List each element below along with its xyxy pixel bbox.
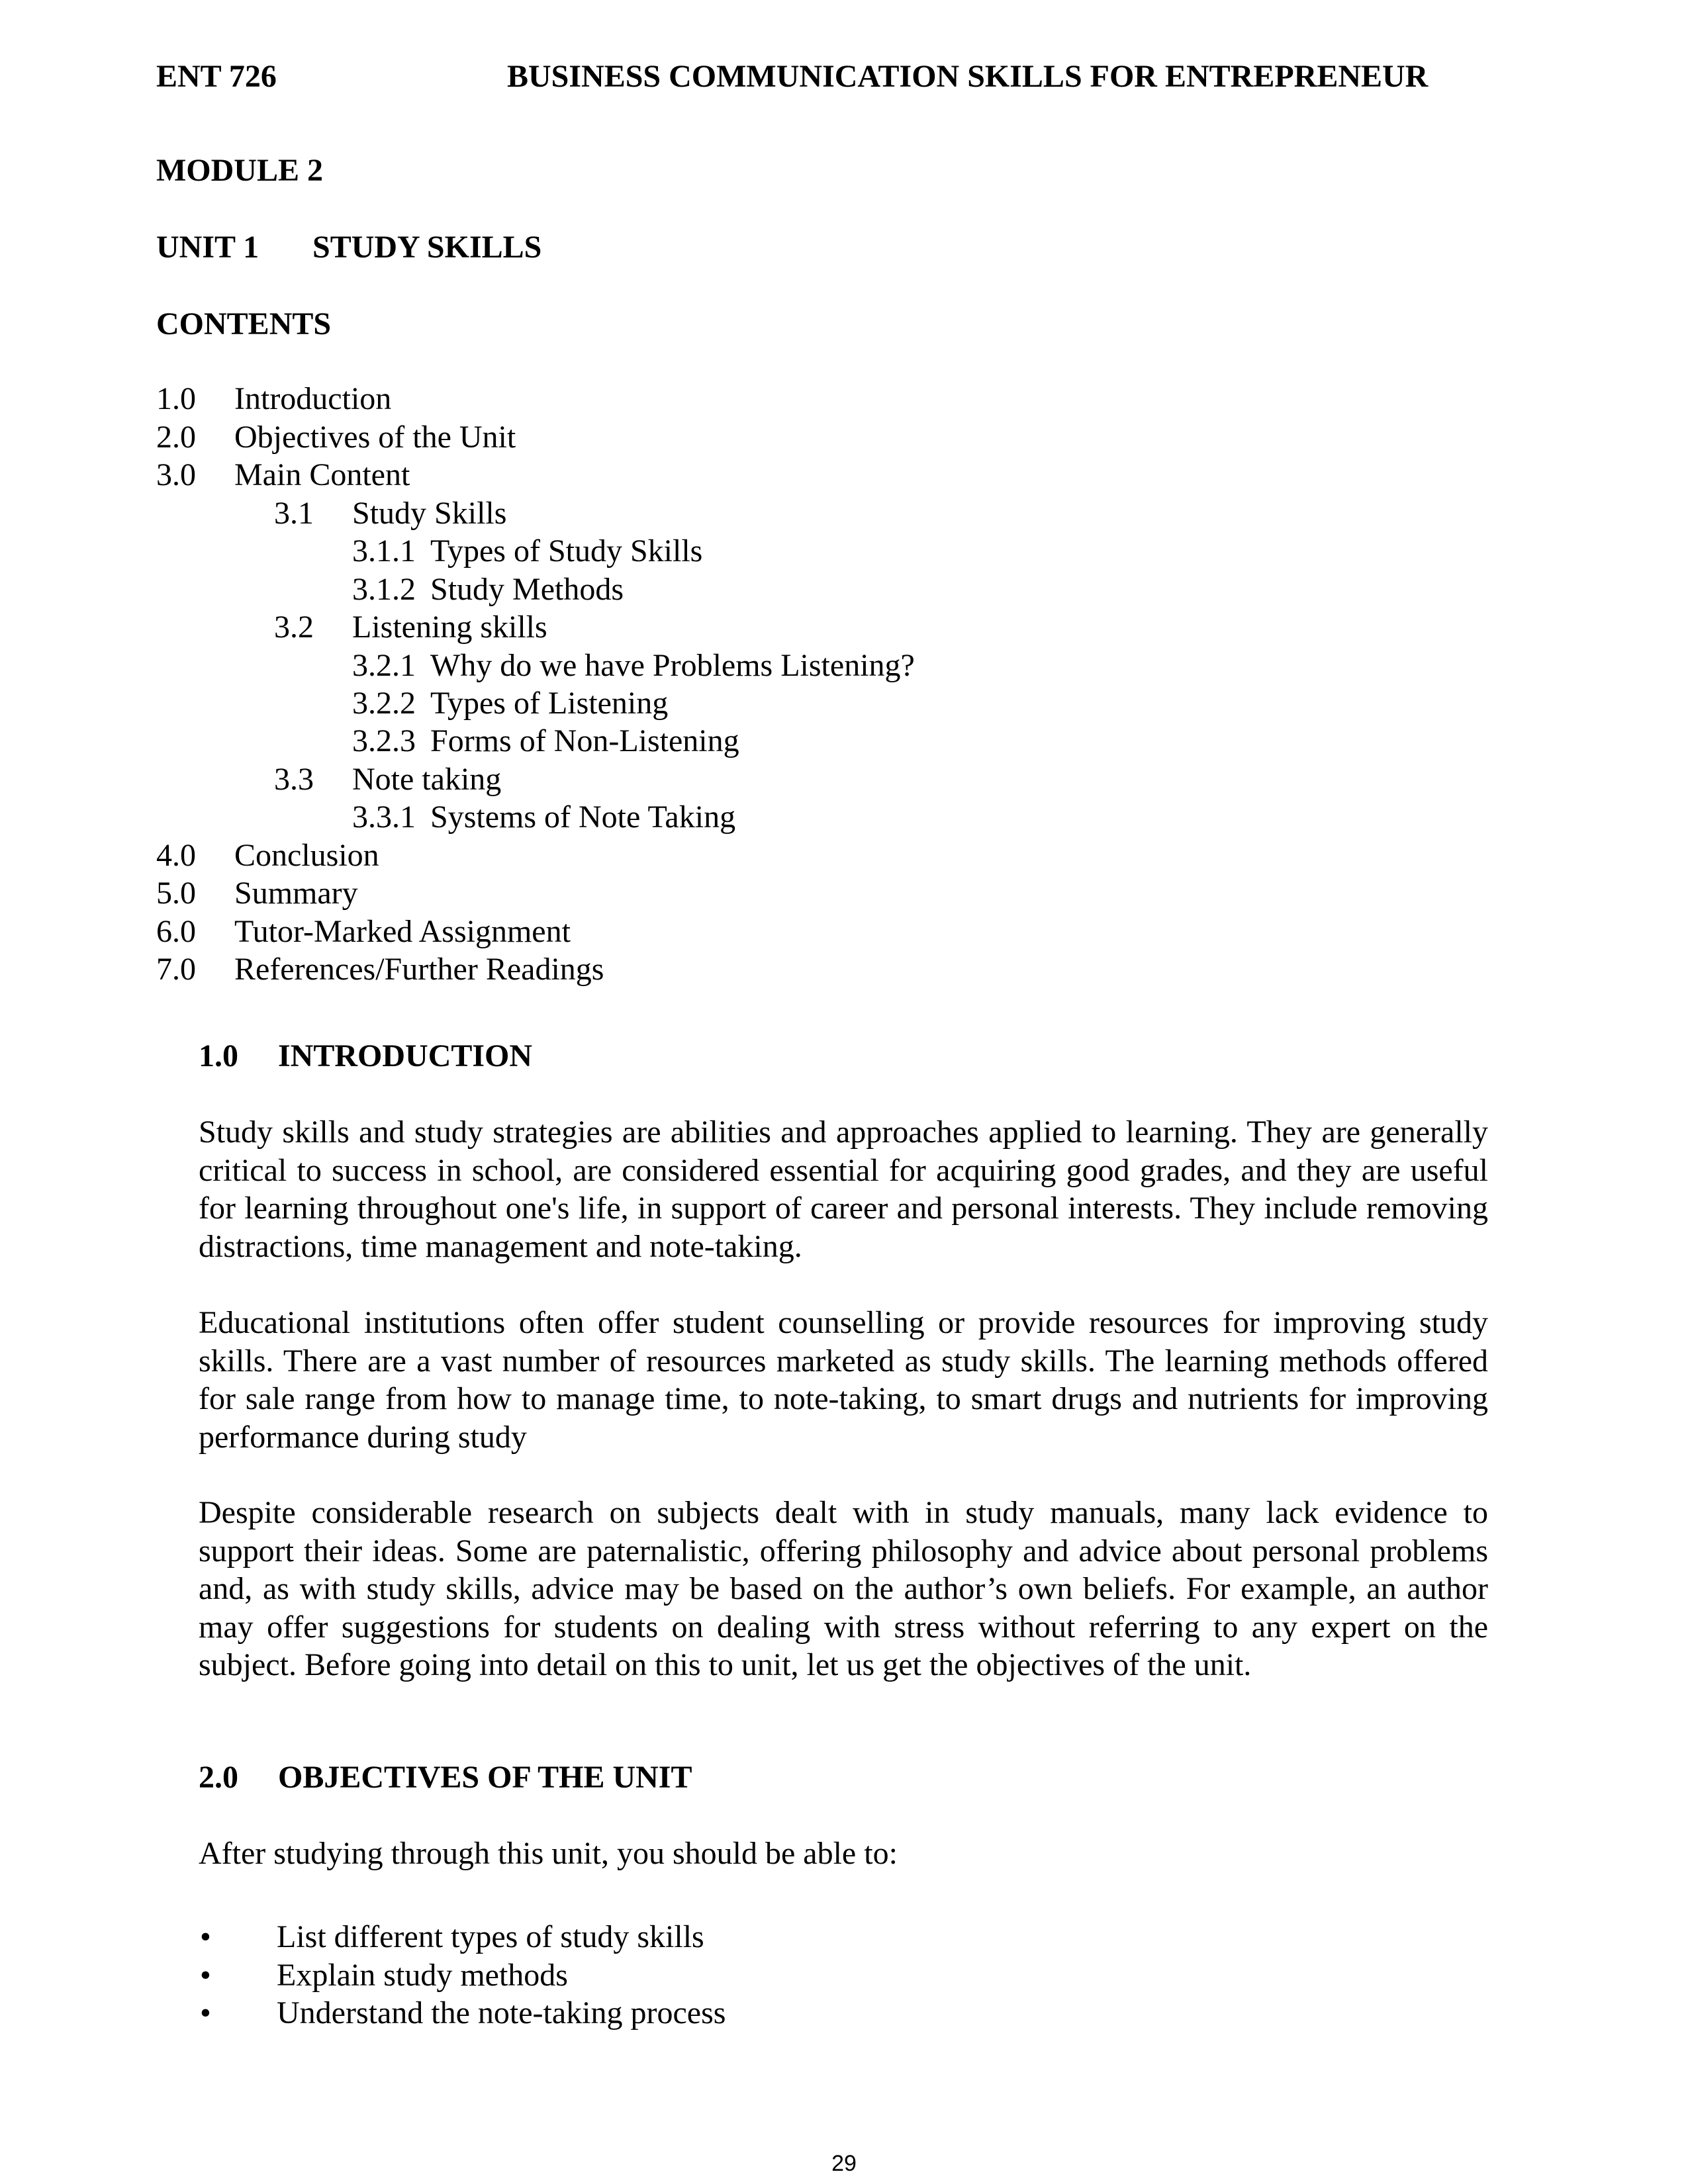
toc-title: References/Further Readings xyxy=(234,952,604,987)
toc-number: 3.3.1 xyxy=(352,799,416,835)
section-title: OBJECTIVES OF THE UNIT xyxy=(278,1760,692,1795)
contents-heading: CONTENTS xyxy=(156,306,332,341)
page-header xyxy=(156,58,1434,98)
toc-title: Systems of Note Taking xyxy=(430,799,736,835)
toc-title: Note taking xyxy=(352,762,502,797)
toc-number: 7.0 xyxy=(156,952,196,987)
toc-number: 3.2.1 xyxy=(352,648,416,683)
list-item-text: Explain study methods xyxy=(277,1957,568,1993)
toc-number: 3.1.2 xyxy=(352,572,416,607)
section-title: INTRODUCTION xyxy=(278,1038,533,1073)
toc-title: Why do we have Problems Listening? xyxy=(430,648,915,683)
bullet-icon: • xyxy=(200,1995,211,2030)
unit-number: UNIT 1 xyxy=(156,230,259,265)
list-item xyxy=(199,1956,726,1995)
toc-title: Objectives of the Unit xyxy=(234,420,516,455)
toc-title: Types of Study Skills xyxy=(430,533,703,569)
objectives-lead: After studying through this unit, you should be able to: xyxy=(199,1836,898,1871)
list-item-text: List different types of study skills xyxy=(277,1919,704,1954)
toc-number: 6.0 xyxy=(156,914,196,949)
toc-number: 4.0 xyxy=(156,838,196,873)
toc-number: 3.2.3 xyxy=(352,723,416,758)
toc-title: Summary xyxy=(234,876,358,911)
intro-paragraph-3: Despite considerable research on subjects dealt with in study manuals, many lack evidence to support their ideas. Some are paternalistic, offering philosophy and advice about personal problems and, as with study skills, advice may be based on the author’s own beliefs. For example, an author may offer suggestions for students on dealing with stress without referring to any expert on the subject. Before going into detail on this to unit, let us get the objectives of the unit. xyxy=(199,1495,1488,1682)
intro-paragraph-2: Educational institutions often offer student counselling or provide resources for improving study skills. There are a vast number of resources marketed as study skills. The learning methods offered for sale range from how to manage time, to note-taking, to smart drugs and nutrients for improving performance during study xyxy=(199,1305,1488,1455)
bullet-icon: • xyxy=(200,1919,211,1954)
toc-number: 1.0 xyxy=(156,381,196,416)
objectives-list xyxy=(199,1918,726,2032)
toc-title: Forms of Non-Listening xyxy=(430,723,739,758)
toc-number: 3.0 xyxy=(156,457,196,492)
section-number: 2.0 xyxy=(199,1760,238,1795)
toc-title: Listening skills xyxy=(352,610,547,645)
page-number: 29 xyxy=(831,2151,857,2176)
toc-number: 3.3 xyxy=(274,762,314,797)
toc-title: Introduction xyxy=(234,381,392,416)
course-code: ENT 726 xyxy=(156,59,277,94)
list-item-text: Understand the note-taking process xyxy=(277,1995,726,2030)
list-item xyxy=(199,1994,726,2032)
toc-title: Conclusion xyxy=(234,838,379,873)
toc-title: Study Methods xyxy=(430,572,624,607)
bullet-icon: • xyxy=(200,1957,211,1993)
unit-heading xyxy=(156,229,542,265)
toc-number: 2.0 xyxy=(156,420,196,455)
section-number: 1.0 xyxy=(199,1038,238,1073)
toc-number: 3.2.2 xyxy=(352,686,416,721)
toc-number: 5.0 xyxy=(156,876,196,911)
toc-title: Tutor-Marked Assignment xyxy=(234,914,571,949)
intro-paragraph-1: Study skills and study strategies are abilities and approaches applied to learning. They are generally critical to success in school, are considered essential for acquiring good grades, and they are useful for learning throughout one's life, in support of career and personal interests. They include removing distractions, time management and note-taking. xyxy=(199,1115,1488,1264)
course-title: BUSINESS COMMUNICATION SKILLS FOR ENTREPRENEUR xyxy=(507,59,1429,94)
toc-number: 3.1.1 xyxy=(352,533,416,569)
module-heading: MODULE 2 xyxy=(156,153,323,188)
list-item xyxy=(199,1918,726,1956)
toc-number: 3.2 xyxy=(274,610,314,645)
toc-title: Study Skills xyxy=(352,496,507,531)
toc-title: Types of Listening xyxy=(430,686,669,721)
unit-title: STUDY SKILLS xyxy=(312,230,542,265)
toc-title: Main Content xyxy=(234,457,410,492)
toc-number: 3.1 xyxy=(274,496,314,531)
